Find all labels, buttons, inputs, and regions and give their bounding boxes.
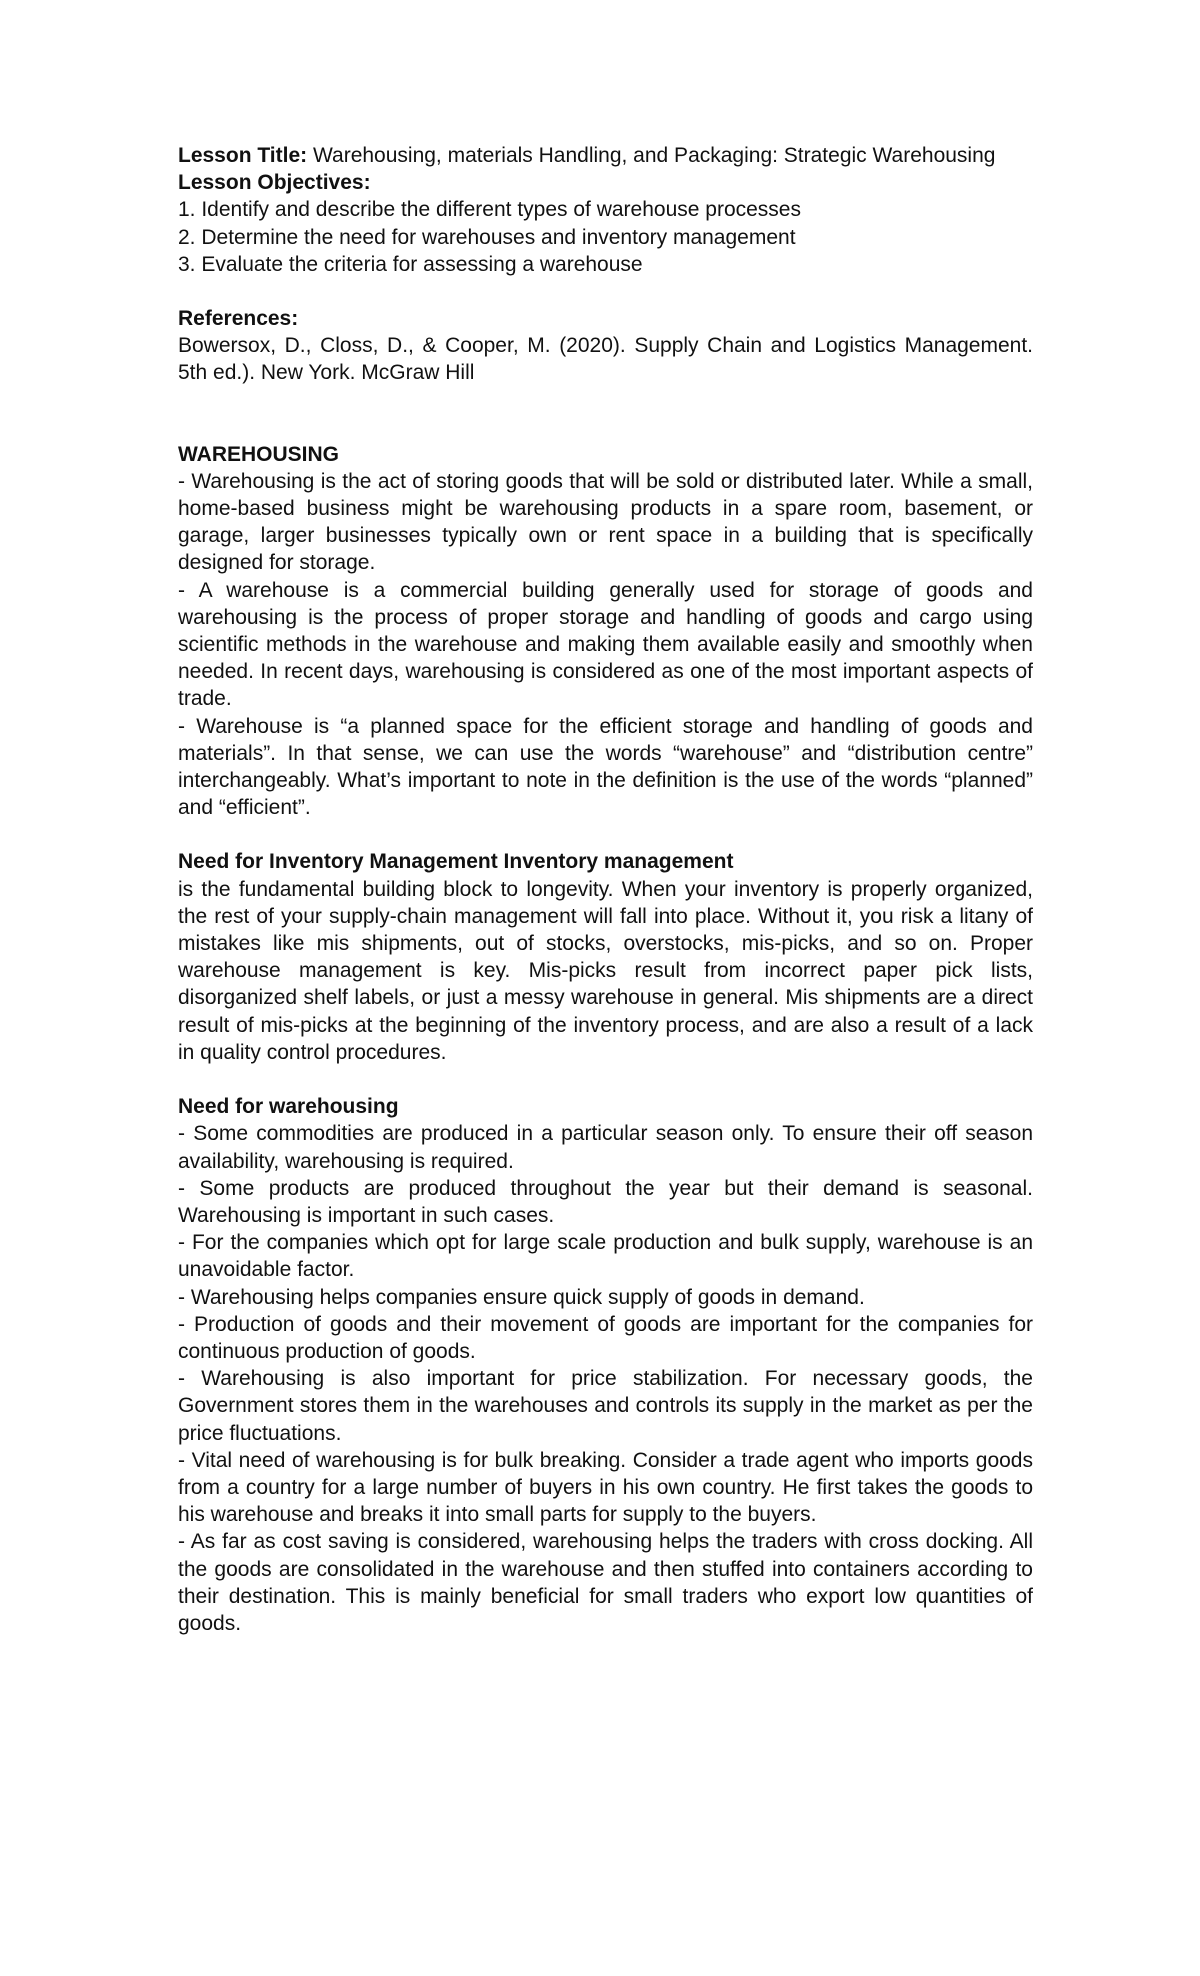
need-warehousing-item: - Some products are produced throughout the year but their demand is seasonal. Warehousing is important in such cases.	[178, 1176, 1033, 1227]
need-warehousing-item: - Production of goods and their movement of goods are important for the companies for continuous production of goods.	[178, 1312, 1033, 1363]
inventory-paragraph: is the fundamental building block to longevity. When your inventory is properly organized, the rest of your supply-chain management will fall into place. Without it, you risk a litany of mistakes like mis shipments, out of stocks, overstocks, mis-picks, and so on. Proper warehouse management is key. Mis-picks result from incorrect paper pick lists, disorganized shelf labels, or just a messy warehouse in general. Mis shipments are a direct result of mis-picks at the beginning of the inventory process, and are also a result of a lack in quality control procedures.	[178, 877, 1033, 1064]
lesson-title-label: Lesson Title:	[178, 144, 308, 167]
need-warehousing-item: - Warehousing helps companies ensure quick supply of goods in demand.	[178, 1285, 865, 1309]
objective-item: 1. Identify and describe the different types of warehouse processes	[178, 198, 801, 222]
lesson-title	[178, 142, 1033, 169]
warehousing-paragraph: - Warehouse is “a planned space for the efficient storage and handling of goods and materials”. In that sense, we can use the words “warehouse” and “distribution centre” interchangeably. What’s important to note in the definition is the use of the words “planned” and “efficient”.	[178, 714, 1033, 820]
inventory-heading: Need for Inventory Management Inventory management	[178, 850, 734, 874]
need-warehousing-item: - Some commodities are produced in a particular season only. To ensure their off season availability, warehousing is required.	[178, 1122, 1033, 1173]
spacer	[178, 278, 1033, 305]
objectives-heading: Lesson Objectives:	[178, 171, 371, 195]
need-warehousing-item: - Vital need of warehousing is for bulk breaking. Consider a trade agent who imports goods from a country for a large number of buyers in his own country. He first takes the goods to his warehouse and breaks it into small parts for supply to the buyers.	[178, 1448, 1033, 1527]
spacer	[178, 821, 1033, 848]
warehousing-paragraph: - A warehouse is a commercial building generally used for storage of goods and warehousing is the process of proper storage and handling of goods and cargo using scientific methods in the warehouse and making them available easily and smoothly when needed. In recent days, warehousing is considered as one of the most important aspects of trade.	[178, 578, 1033, 711]
objective-item: 3. Evaluate the criteria for assessing a warehouse	[178, 252, 643, 276]
spacer	[178, 1066, 1033, 1093]
references-text: Bowersox, D., Closs, D., & Cooper, M. (2020). Supply Chain and Logistics Management. 5th ed.). New York. McGraw Hill	[178, 334, 1033, 385]
spacer	[178, 387, 1033, 441]
objective-item: 2. Determine the need for warehouses and inventory management	[178, 225, 796, 249]
lesson-title-text: Warehousing, materials Handling, and Packaging: Strategic Warehousing	[307, 144, 996, 167]
need-warehousing-heading: Need for warehousing	[178, 1095, 399, 1119]
need-warehousing-item: - For the companies which opt for large scale production and bulk supply, warehouse is an unavoidable factor.	[178, 1231, 1033, 1282]
document-body	[178, 142, 1033, 1637]
warehousing-paragraph: - Warehousing is the act of storing goods that will be sold or distributed later. While a small, home-based business might be warehousing products in a spare room, basement, or garage, larger businesses typically own or rent space in a building that is specifically designed for storage.	[178, 469, 1033, 575]
need-warehousing-item: - Warehousing is also important for price stabilization. For necessary goods, the Government stores them in the warehouses and controls its supply in the market as per the price fluctuations.	[178, 1367, 1033, 1445]
references-heading: References:	[178, 307, 299, 331]
warehousing-heading: WAREHOUSING	[178, 442, 340, 466]
need-warehousing-item: - As far as cost saving is considered, warehousing helps the traders with cross docking. All the goods are consolidated in the warehouse and then stuffed into containers according to their destination. This is mainly beneficial for small traders who export low quantities of goods.	[178, 1530, 1033, 1635]
